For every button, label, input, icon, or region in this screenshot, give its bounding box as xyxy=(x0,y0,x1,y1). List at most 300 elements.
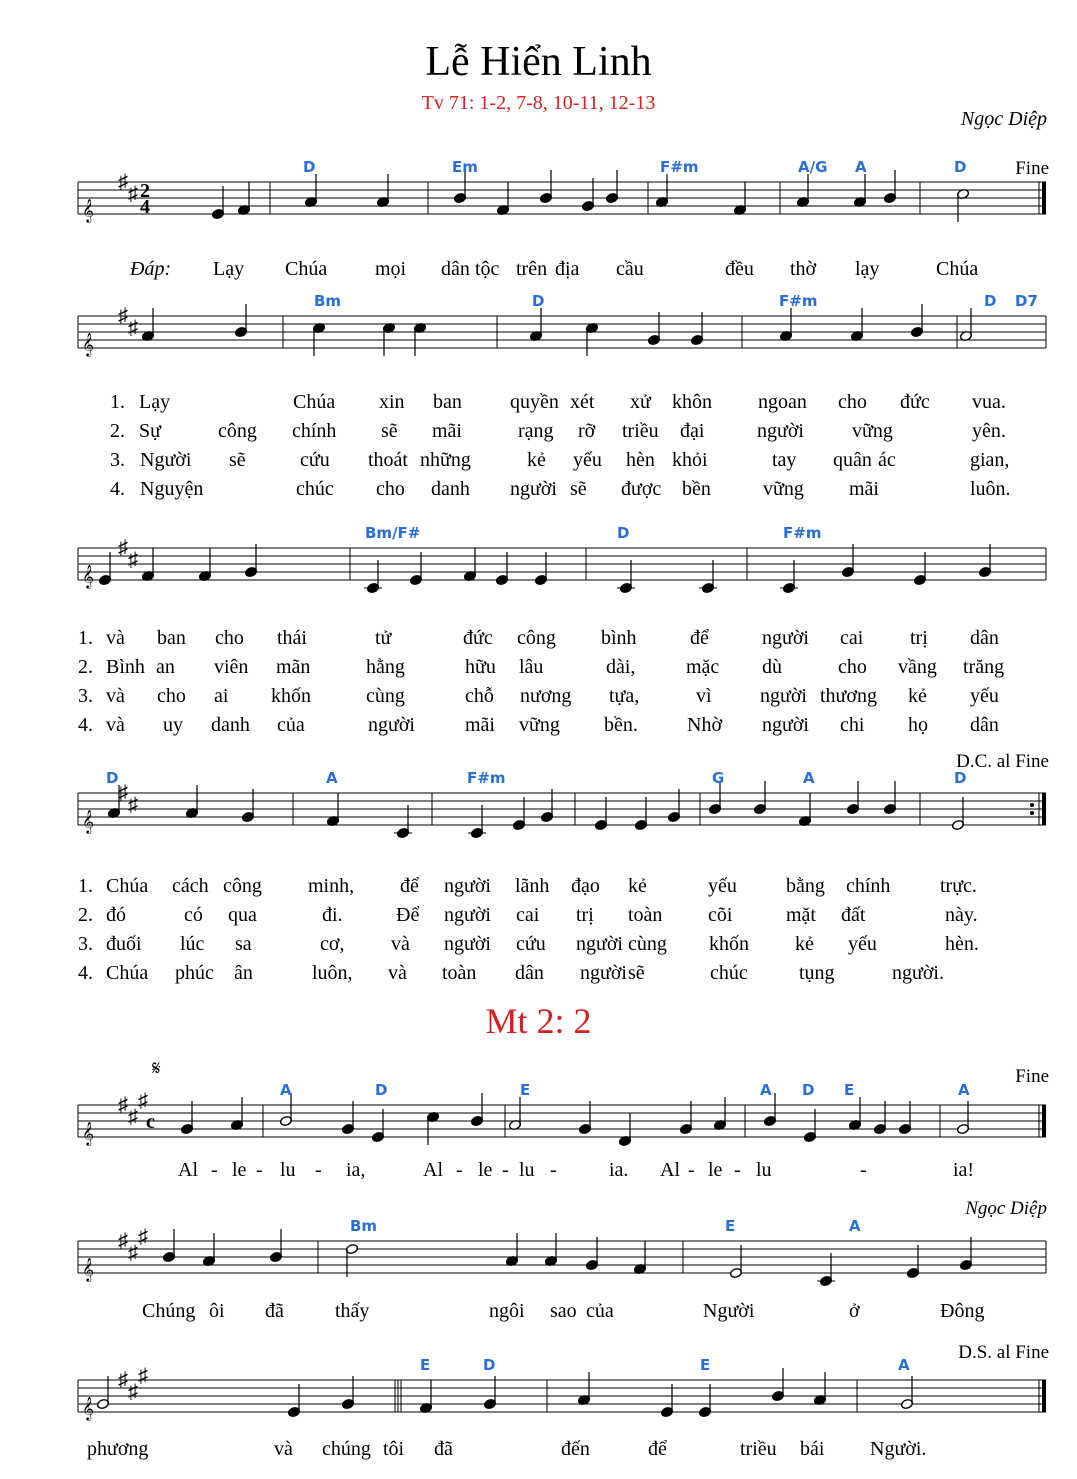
chord-symbol: D xyxy=(617,524,630,542)
lyric-syllable: Chúa xyxy=(936,258,979,280)
lyric-syllable: ban xyxy=(433,391,462,413)
lyric-syllable: đất xyxy=(841,904,866,926)
staff-system-2 xyxy=(78,304,1046,356)
composer-credit-2: Ngọc Diệp xyxy=(965,1198,1047,1219)
lyric-syllable: - xyxy=(734,1159,741,1181)
lyric-syllable: qua xyxy=(228,904,257,926)
lyric-syllable: lu xyxy=(280,1159,296,1181)
lyric-syllable: chúc xyxy=(296,478,334,500)
lyric-syllable: ai xyxy=(214,685,229,707)
lyric-syllable: ôi xyxy=(209,1300,225,1322)
lyric-syllable: gian, xyxy=(970,449,1010,471)
lyric-syllable: - xyxy=(550,1159,557,1181)
lyric-syllable: và xyxy=(106,714,125,736)
lyric-syllable: cho xyxy=(838,391,867,413)
lyric-syllable: đã xyxy=(434,1438,453,1460)
lyric-syllable: yếu xyxy=(970,685,999,707)
lyric-syllable: ia. xyxy=(609,1159,629,1181)
lyric-syllable: để xyxy=(400,875,419,897)
lyric-syllable: hằng xyxy=(366,656,405,678)
lyric-syllable: dân xyxy=(515,962,544,984)
lyric-syllable: chính xyxy=(846,875,891,897)
sharp-icon: ♯ xyxy=(128,794,138,816)
lyric-syllable: cai xyxy=(840,627,864,649)
lyric-syllable: địa xyxy=(555,258,580,280)
sharp-icon: ♯ xyxy=(128,1106,138,1128)
lyric-syllable: người xyxy=(760,685,807,707)
lyric-syllable: mặt xyxy=(786,904,816,926)
lyric-syllable: trị xyxy=(576,904,594,926)
lyric-syllable: uy xyxy=(163,714,183,736)
lyric-syllable: được xyxy=(621,478,662,500)
lyric-syllable: đuối xyxy=(106,933,142,955)
chord-symbol: Bm/F# xyxy=(365,524,421,542)
lyric-syllable: bằng xyxy=(786,875,825,897)
lyric-syllable: Sự xyxy=(139,420,161,442)
lyric-syllable: vững xyxy=(519,714,560,736)
lyric-syllable: cầu xyxy=(616,258,644,280)
lyric-syllable: thờ xyxy=(790,258,817,280)
chord-symbol: G xyxy=(712,769,725,787)
chord-symbol: F#m xyxy=(783,524,822,542)
lyric-syllable: cơ, xyxy=(320,933,345,955)
lyric-syllable: vững xyxy=(763,478,804,500)
lyric-syllable: chi xyxy=(840,714,865,736)
lyric-syllable: ở xyxy=(849,1300,860,1322)
lyric-syllable: có xyxy=(184,904,203,926)
lyric-syllable: cho xyxy=(838,656,867,678)
repeat-dot xyxy=(1030,803,1034,807)
lyric-syllable: - xyxy=(860,1159,867,1181)
lyric-syllable: công xyxy=(218,420,257,442)
sharp-icon: ♯ xyxy=(118,1230,128,1252)
lyric-syllable: và xyxy=(106,685,125,707)
lyric-syllable: 3. xyxy=(78,933,93,955)
lyric-syllable: công xyxy=(517,627,556,649)
page-title: Lễ Hiển Linh xyxy=(425,39,652,85)
lyric-syllable: bền. xyxy=(604,714,638,736)
lyric-syllable: sẽ xyxy=(628,962,645,984)
lyric-syllable: chúng xyxy=(322,1438,371,1460)
lyric-syllable: ân xyxy=(234,962,253,984)
lyric-syllable: đại xyxy=(680,420,705,442)
lyric-syllable: quân xyxy=(833,449,872,471)
lyric-syllable: - xyxy=(688,1159,695,1181)
lyric-syllable: và xyxy=(274,1438,293,1460)
lyric-syllable: kẻ xyxy=(527,449,546,471)
chord-symbol: A xyxy=(898,1356,910,1374)
lyric-syllable: người xyxy=(444,904,491,926)
lyric-syllable: Người xyxy=(703,1300,755,1322)
staff-system-4 xyxy=(78,781,1046,839)
chord-symbol: E xyxy=(520,1081,531,1099)
chord-symbol: D xyxy=(532,292,545,310)
lyric-syllable: danh xyxy=(211,714,250,736)
treble-clef-icon: 𝄞 xyxy=(82,566,94,588)
section-title: Mt 2: 2 xyxy=(485,1001,592,1041)
lyric-syllable: yếu xyxy=(573,449,602,471)
lyric-syllable: trên xyxy=(516,258,548,280)
lyric-syllable: le xyxy=(478,1159,493,1181)
lyric-syllable: 2. xyxy=(78,656,93,678)
chord-symbol: A xyxy=(803,769,815,787)
segno-icon: 𝄋 xyxy=(152,1058,161,1080)
lyric-syllable: thái xyxy=(277,627,307,649)
lyric-syllable: - xyxy=(211,1159,218,1181)
lyric-syllable: - xyxy=(256,1159,263,1181)
lyric-syllable: toàn xyxy=(442,962,477,984)
lyric-syllable: người xyxy=(762,714,809,736)
lyric-syllable: Đông xyxy=(940,1300,985,1322)
lyric-syllable: đó xyxy=(106,904,126,926)
lyric-syllable: vua. xyxy=(972,391,1006,413)
chord-symbol: D xyxy=(802,1081,815,1099)
chord-symbol: F#m xyxy=(779,292,818,310)
lyric-syllable: minh, xyxy=(308,875,355,897)
lyric-syllable: họ xyxy=(908,714,928,736)
lyric-syllable: luôn. xyxy=(970,478,1011,500)
lyric-syllable: bái xyxy=(800,1438,825,1460)
lyric-syllable: tay xyxy=(772,449,797,471)
lyric-syllable: toàn xyxy=(628,904,663,926)
chord-symbol: Em xyxy=(452,158,478,176)
lyric-syllable: những xyxy=(420,449,471,471)
lyric-syllable: người xyxy=(368,714,415,736)
lyric-syllable: 1. xyxy=(110,391,125,413)
lyric-syllable: vầng xyxy=(898,656,937,678)
lyric-syllable: rạng xyxy=(518,420,554,442)
lyric-syllable: Lạy xyxy=(213,258,245,280)
lyric-syllable: khốn xyxy=(709,933,749,955)
lyric-syllable: và xyxy=(391,933,410,955)
lyric-syllable: quyền xyxy=(510,391,559,413)
lyric-syllable: nương xyxy=(520,685,572,707)
chord-symbol: F#m xyxy=(467,769,506,787)
lyric-syllable: phúc xyxy=(175,962,214,984)
lyric-syllable: hèn xyxy=(626,449,655,471)
lyric-syllable: 1. xyxy=(78,627,93,649)
lyric-syllable: Chúa xyxy=(285,258,328,280)
lyric-syllable: Al xyxy=(178,1159,198,1181)
chord-symbol: E xyxy=(844,1081,855,1099)
lyric-syllable: thương xyxy=(820,685,877,707)
lyric-syllable: 1. xyxy=(78,875,93,897)
lyric-syllable: ngoan xyxy=(758,391,807,413)
lyric-syllable: Al xyxy=(660,1159,680,1181)
lyric-syllable: bình xyxy=(601,627,637,649)
lyric-syllable: để xyxy=(648,1438,667,1460)
staff-system-5 xyxy=(78,1093,1046,1147)
treble-clef-icon: 𝄞 xyxy=(82,1259,94,1281)
lyric-syllable: người xyxy=(510,478,557,500)
lyric-syllable: Chúa xyxy=(106,875,149,897)
lyric-syllable: xử xyxy=(630,391,651,413)
lyric-syllable: ngôi xyxy=(489,1300,525,1322)
sharp-icon: ♯ xyxy=(128,549,138,571)
chord-symbol: A xyxy=(280,1081,292,1099)
lyric-syllable: của xyxy=(277,714,305,736)
time-signature-top: 2 xyxy=(140,180,150,202)
treble-clef-icon: 𝄞 xyxy=(82,1398,94,1420)
chord-symbol: D xyxy=(106,769,119,787)
lyric-syllable: an xyxy=(156,656,175,678)
sharp-icon: ♯ xyxy=(138,1365,148,1387)
chord-symbol: E xyxy=(420,1356,431,1374)
chord-symbol: A xyxy=(958,1081,970,1099)
lyric-syllable: mãi xyxy=(849,478,879,500)
lyric-syllable: tựa, xyxy=(609,685,640,707)
treble-clef-icon: 𝄞 xyxy=(82,200,94,222)
sharp-icon: ♯ xyxy=(128,1242,138,1264)
staff-system-1 xyxy=(78,170,1046,222)
lyric-syllable: dài, xyxy=(606,656,636,678)
lyric-syllable: và xyxy=(106,627,125,649)
chord-symbol: A xyxy=(849,1217,861,1235)
staff-system-7 xyxy=(78,1368,1046,1418)
lyric-syllable: dân xyxy=(970,627,999,649)
chord-symbol: D xyxy=(483,1356,496,1374)
lyric-syllable: cứu xyxy=(300,449,330,471)
lyric-syllable: trăng xyxy=(963,656,1005,678)
lyric-syllable: chúc xyxy=(710,962,748,984)
lyric-syllable: xin xyxy=(379,391,405,413)
lyric-syllable: rỡ xyxy=(578,420,596,442)
staff-system-6 xyxy=(78,1229,1046,1287)
lyric-syllable: cõi xyxy=(708,904,733,926)
lyric-syllable: 3. xyxy=(110,449,125,471)
lyric-syllable: của xyxy=(586,1300,614,1322)
lyric-syllable: phương xyxy=(87,1438,149,1460)
common-time-icon: c xyxy=(146,1111,155,1133)
sharp-icon: ♯ xyxy=(128,183,138,205)
chord-symbol: D xyxy=(303,158,316,176)
sharp-icon: ♯ xyxy=(118,782,128,804)
lyric-syllable: người xyxy=(576,933,623,955)
lyric-syllable: 4. xyxy=(78,714,93,736)
final-barline-thick xyxy=(1042,182,1046,214)
lyric-syllable: le xyxy=(708,1159,723,1181)
chord-symbol: D7 xyxy=(1015,292,1038,310)
lyric-syllable: xét xyxy=(570,391,595,413)
staff-system-3 xyxy=(78,544,1046,594)
lyric-syllable: ia, xyxy=(346,1159,366,1181)
lyric-syllable: kẻ xyxy=(795,933,814,955)
lyric-syllable: hữu xyxy=(465,656,496,678)
lyric-syllable: ia! xyxy=(953,1159,975,1181)
chord-symbol: E xyxy=(725,1217,736,1235)
lyric-syllable: viên xyxy=(214,656,249,678)
psalm-reference: Tv 71: 1-2, 7-8, 10-11, 12-13 xyxy=(421,92,656,114)
lyric-syllable: kẻ xyxy=(908,685,927,707)
lyric-syllable: 4. xyxy=(110,478,125,500)
final-barline-thick xyxy=(1042,1380,1046,1412)
lyric-syllable: le xyxy=(232,1159,247,1181)
lyric-syllable: Để xyxy=(396,904,420,926)
lyric-syllable: đều xyxy=(725,258,754,280)
lyric-syllable: 2. xyxy=(110,420,125,442)
lyric-syllable: yếu xyxy=(708,875,737,897)
lyric-syllable: người xyxy=(762,627,809,649)
repeat-dot xyxy=(1030,811,1034,815)
lyric-syllable: trực. xyxy=(940,875,977,897)
sharp-icon: ♯ xyxy=(118,1094,128,1116)
lyric-syllable: yên. xyxy=(972,420,1006,442)
chord-symbol: A xyxy=(855,158,867,176)
treble-clef-icon: 𝄞 xyxy=(82,1123,94,1145)
lyric-syllable: mãi xyxy=(465,714,495,736)
lyric-syllable: cùng xyxy=(628,933,667,955)
chord-symbol: A/G xyxy=(798,158,828,176)
lyric-syllable: và xyxy=(388,962,407,984)
lyric-syllable: tộc xyxy=(475,258,500,280)
lyric-syllable: để xyxy=(690,627,709,649)
composer-credit: Ngọc Diệp xyxy=(960,108,1047,130)
lyric-syllable: chỗ xyxy=(465,685,494,707)
lyric-syllable: Chúa xyxy=(106,962,149,984)
lyric-syllable: ác xyxy=(878,449,896,471)
sharp-icon: ♯ xyxy=(118,537,128,559)
sharp-icon: ♯ xyxy=(118,171,128,193)
lyric-syllable: lãnh xyxy=(515,875,550,897)
chord-symbol: D xyxy=(984,292,997,310)
lyric-syllable: cùng xyxy=(366,685,405,707)
lyric-syllable: dân xyxy=(441,258,470,280)
lyric-syllable: sa xyxy=(235,933,252,955)
sharp-icon: ♯ xyxy=(118,305,128,327)
lyric-syllable: người xyxy=(444,875,491,897)
chord-symbol: E xyxy=(700,1356,711,1374)
lyric-syllable: sẽ xyxy=(570,478,587,500)
lyric-syllable: cho xyxy=(215,627,244,649)
repeat-barline-thick xyxy=(1042,793,1046,825)
lyric-syllable: 2. xyxy=(78,904,93,926)
sharp-icon: ♯ xyxy=(138,1090,148,1112)
lyric-syllable: Bình xyxy=(106,656,145,678)
lyric-syllable: - xyxy=(315,1159,322,1181)
lyric-syllable: - xyxy=(456,1159,463,1181)
final-barline-thick xyxy=(1042,1105,1046,1137)
lyric-syllable: mãn xyxy=(276,656,311,678)
lyric-syllable: lu xyxy=(756,1159,772,1181)
lyric-syllable: dân xyxy=(970,714,999,736)
chord-symbol: D xyxy=(375,1081,388,1099)
lyric-syllable: người xyxy=(757,420,804,442)
lyric-syllable: khôn xyxy=(672,391,712,413)
lyric-syllable: người xyxy=(444,933,491,955)
lyric-syllable: sẽ xyxy=(381,420,398,442)
lyric-syllable: đã xyxy=(265,1300,284,1322)
chord-symbol: Bm xyxy=(314,292,342,310)
lyric-syllable: trị xyxy=(910,627,928,649)
lyric-syllable: Al xyxy=(423,1159,443,1181)
sharp-icon: ♯ xyxy=(138,1226,148,1248)
lyric-syllable: cai xyxy=(516,904,540,926)
lyric-syllable: 3. xyxy=(78,685,93,707)
lyric-syllable: mặc xyxy=(686,656,720,678)
lyric-syllable: Đáp: xyxy=(130,258,172,280)
lyric-syllable: Nhờ xyxy=(687,714,723,736)
lyric-syllable: khốn xyxy=(271,685,311,707)
chord-symbol: A xyxy=(760,1081,772,1099)
lyric-syllable: tôi xyxy=(383,1438,405,1460)
lyric-syllable: Chúa xyxy=(293,391,336,413)
lyric-syllable: người xyxy=(580,962,627,984)
lyric-syllable: vì xyxy=(696,685,712,707)
lyric-syllable: đạo xyxy=(571,875,600,897)
fine-marking-2: Fine xyxy=(1015,1066,1049,1087)
lyric-syllable: lu xyxy=(519,1159,535,1181)
treble-clef-icon: 𝄞 xyxy=(82,811,94,833)
lyric-syllable: - xyxy=(502,1159,509,1181)
dc-al-fine-marking: D.C. al Fine xyxy=(956,751,1049,772)
lyric-syllable: sao xyxy=(550,1300,577,1322)
lyric-syllable: 4. xyxy=(78,962,93,984)
chord-symbol: D xyxy=(954,158,967,176)
lyric-syllable: luôn, xyxy=(312,962,353,984)
lyric-syllable: thoát xyxy=(368,449,408,471)
lyric-syllable: bền xyxy=(682,478,711,500)
lyric-syllable: tụng xyxy=(799,962,835,984)
lyric-syllable: lâu xyxy=(519,656,544,678)
lyric-syllable: đức xyxy=(900,391,930,413)
ds-al-fine-marking: D.S. al Fine xyxy=(958,1342,1049,1363)
lyric-syllable: cứu xyxy=(516,933,546,955)
lyric-syllable: thấy xyxy=(335,1300,370,1322)
sharp-icon: ♯ xyxy=(128,317,138,339)
lyric-syllable: công xyxy=(223,875,262,897)
sharp-icon: ♯ xyxy=(118,1369,128,1391)
lyric-syllable: Lạy xyxy=(139,391,171,413)
lyric-syllable: người. xyxy=(892,962,944,984)
time-signature-bottom: 4 xyxy=(140,196,150,218)
lyric-syllable: dù xyxy=(762,656,782,678)
lyric-syllable: vững xyxy=(852,420,893,442)
lyric-syllable: đến xyxy=(561,1438,590,1460)
lyric-syllable: cho xyxy=(376,478,405,500)
chord-symbol: F#m xyxy=(660,158,699,176)
lyric-syllable: Chúng xyxy=(142,1300,196,1322)
sharp-icon: ♯ xyxy=(128,1381,138,1403)
lyric-syllable: đi. xyxy=(322,904,343,926)
treble-clef-icon: 𝄞 xyxy=(82,334,94,356)
lyric-syllable: cách xyxy=(172,875,209,897)
lyric-syllable: danh xyxy=(431,478,470,500)
lyric-syllable: khỏi xyxy=(672,449,708,471)
lyric-syllable: lạy xyxy=(855,258,880,280)
lyric-syllable: mãi xyxy=(432,420,462,442)
lyric-syllable: Nguyện xyxy=(140,478,204,500)
lyric-syllable: Người xyxy=(140,449,192,471)
lyric-syllable: tử xyxy=(375,627,392,649)
lyric-syllable: lúc xyxy=(180,933,205,955)
lyric-syllable: chính xyxy=(292,420,337,442)
lyric-syllable: kẻ xyxy=(628,875,647,897)
lyric-syllable: yếu xyxy=(848,933,877,955)
lyric-syllable: sẽ xyxy=(229,449,246,471)
lyric-syllable: triều xyxy=(622,420,659,442)
fine-marking-1: Fine xyxy=(1015,158,1049,179)
chord-symbol: D xyxy=(954,769,967,787)
lyric-syllable: này. xyxy=(945,904,978,926)
lyric-syllable: Người. xyxy=(870,1438,927,1460)
lyric-syllable: triều xyxy=(740,1438,777,1460)
lyric-syllable: ban xyxy=(157,627,186,649)
chord-symbol: A xyxy=(326,769,338,787)
lyric-syllable: đức xyxy=(463,627,493,649)
lyric-syllable: cho xyxy=(157,685,186,707)
chord-symbol: Bm xyxy=(350,1217,378,1235)
lyric-syllable: hèn. xyxy=(945,933,979,955)
